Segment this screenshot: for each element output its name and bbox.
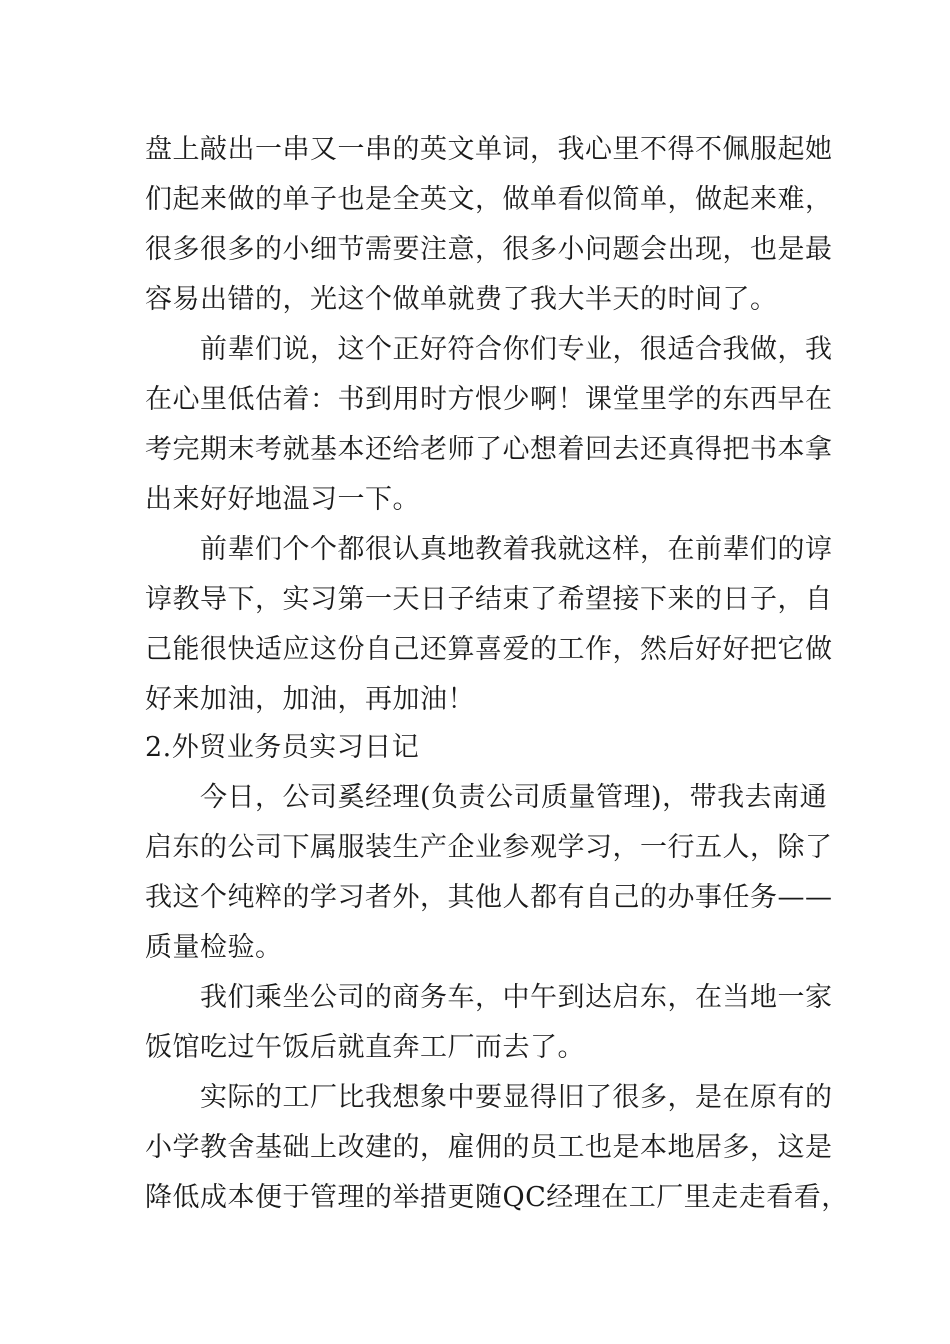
text-line: 启东的公司下属服装生产企业参观学习，一行五人，除了 — [145, 832, 833, 863]
text-line: 我这个纯粹的学习者外，其他人都有自己的办事任务—— — [145, 882, 833, 913]
text-line: 很多很多的小细节需要注意，很多小问题会出现，也是最 — [145, 234, 833, 265]
text-line: 小学教舍基础上改建的，雇佣的员工也是本地居多，这是 — [145, 1132, 833, 1163]
text-line: 容易出错的，光这个做单就费了我大半天的时间了。 — [145, 284, 778, 315]
text-line: 质量检验。 — [145, 932, 283, 963]
text-line: 己能很快适应这份自己还算喜爱的工作，然后好好把它做 — [145, 634, 833, 665]
text-line: 降低成本便于管理的举措更随QC经理在工厂里走走看看， — [145, 1182, 849, 1213]
text-line: 在心里低估着：书到用时方恨少啊！课堂里学的东西早在 — [145, 384, 833, 415]
text-line: 考完期末考就基本还给老师了心想着回去还真得把书本拿 — [145, 434, 833, 465]
paragraph-first-line: 今日，公司奚经理(负责公司质量管理)，带我去南通 — [200, 782, 828, 813]
paragraph-first-line: 我们乘坐公司的商务车，中午到达启东，在当地一家 — [200, 982, 833, 1013]
text-line: 们起来做的单子也是全英文，做单看似简单，做起来难， — [145, 184, 833, 215]
text-line: 出来好好地温习一下。 — [145, 484, 420, 515]
section-heading: 2.外贸业务员实习日记 — [145, 732, 420, 763]
text-line: 饭馆吃过午饭后就直奔工厂而去了。 — [145, 1032, 585, 1063]
text-line: 谆教导下，实习第一天日子结束了希望接下来的日子，自 — [145, 584, 833, 615]
text-line: 好来加油，加油，再加油！ — [145, 684, 475, 715]
paragraph-first-line: 前辈们说，这个正好符合你们专业，很适合我做，我 — [200, 334, 833, 365]
paragraph-first-line: 实际的工厂比我想象中要显得旧了很多，是在原有的 — [200, 1082, 833, 1113]
paragraph-first-line: 前辈们个个都很认真地教着我就这样，在前辈们的谆 — [200, 534, 833, 565]
text-line: 盘上敲出一串又一串的英文单词，我心里不得不佩服起她 — [145, 134, 833, 165]
